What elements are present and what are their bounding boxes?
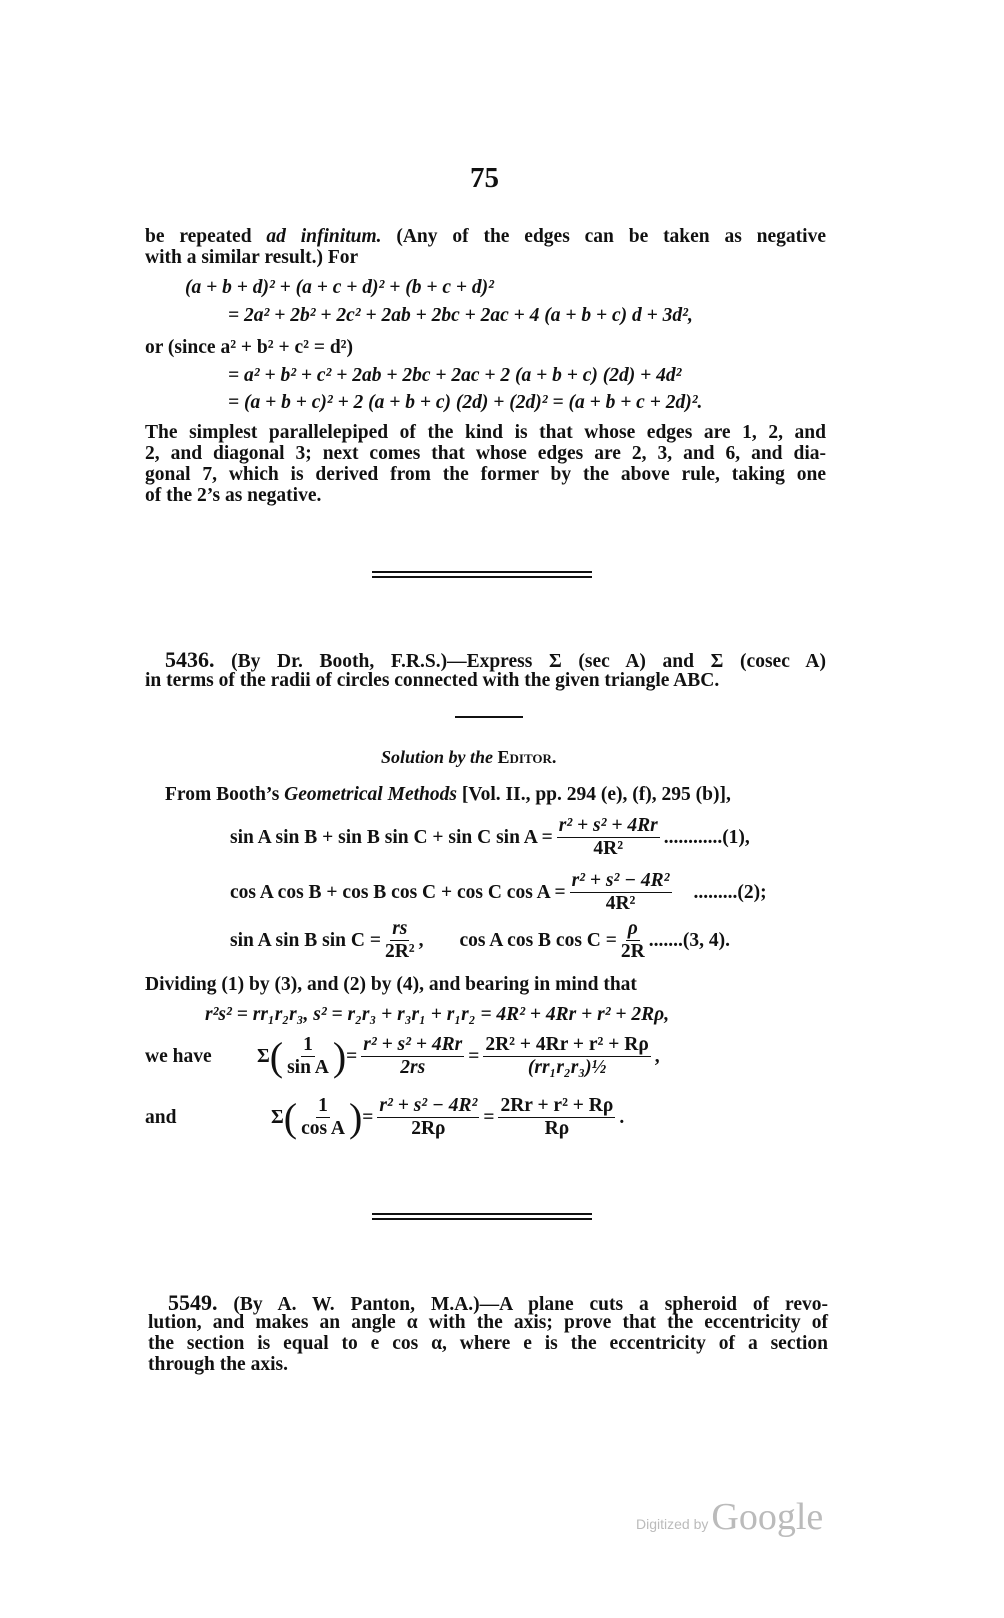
numerator: r² + s² − 4R² [571,870,670,891]
solution-heading [381,746,556,768]
google-logo: Google [711,1496,824,1538]
denominator: 4R² [605,893,636,914]
equals: = [362,1106,374,1128]
lhs: sin A sin B sin C = [230,929,381,951]
period: . [619,1106,625,1128]
equation: r²s² = rr₁r₂r₃, s² = r₂r₃ + r₃r₁ + r₁r₂ = 4R² + 4Rr + r² + 2Rρ, [205,1004,670,1025]
para2-line: The simplest parallelepiped of the kind is that whose edges are 1, 2, and [145,422,826,443]
paren: ( [269,1033,284,1079]
equals: = [483,1106,495,1128]
text: (By Dr. Booth, F.R.S.)—Express Σ (sec A) and Σ (cosec A) [231,651,827,672]
numerator: ρ [627,918,638,939]
and-equation [145,1095,624,1140]
equation-2 [230,870,767,915]
lhs: cos A cos B + cos B cos C + cos C cos A = [230,881,566,903]
from-line [165,784,731,806]
equation-tag: ............(1), [663,826,750,848]
watermark-prefix: Digitized by [636,1516,709,1532]
fraction [621,918,645,963]
question-number: 5436. [165,647,215,672]
question-5549-line: the section is equal to e cos α, where e is the eccentricity of a section [148,1333,828,1354]
page-number: 75 [470,162,499,194]
section-divider [372,571,592,573]
equation: = a² + b² + c² + 2ab + 2bc + 2ac + 2 (a + b + c) (2d) + 4d² [228,365,682,386]
sigma-symbol: Σ [257,1045,270,1067]
lhs: sin A sin B + sin B sin C + sin C sin A = [230,826,553,848]
we-have-equation [145,1034,660,1079]
equation-line [228,305,693,327]
section-divider [372,1213,592,1215]
equation-tag: .......(3, 4). [648,929,730,951]
equals: = [468,1045,480,1067]
comma: , [418,929,424,951]
section-divider [372,576,592,578]
denominator: cos A [301,1118,345,1139]
text: [Vol. II., pp. 294 (e), (f), 295 (b)], [456,784,731,805]
dividing-line: Dividing (1) by (3), and (2) by (4), and bearing in mind that [145,974,637,995]
para2-line: gonal 7, which is derived from the former by the above rule, taking one [145,464,826,485]
equals: = [346,1045,358,1067]
short-divider [455,716,523,718]
fraction [301,1095,345,1140]
equation-line [228,365,681,387]
text: Solution by the [381,747,498,767]
equation-1 [230,815,750,860]
numerator: 2Rr + r² + Rρ [500,1095,614,1116]
italic-text: ad infinitum. [266,226,382,247]
text: (Any of the edges can be taken as negative [381,226,827,247]
fraction [570,870,672,915]
denominator: 2R [620,941,645,962]
denominator: sin A [287,1057,329,1078]
numerator: 1 [318,1095,328,1116]
section-divider [372,1218,592,1220]
para1-line1 [145,226,826,248]
equation: = (a + b + c)² + 2 (a + b + c) (2d) + (2d)² = (a + b + c + 2d)². [228,392,703,413]
numerator: 1 [303,1034,313,1055]
denominator: 2Rρ [411,1118,446,1139]
fraction [557,815,660,860]
paren: ) [332,1033,347,1079]
equation-line [185,277,494,299]
lhs: cos A cos B cos C = [459,929,617,951]
equation-tag: .........(2); [693,881,767,903]
identity-line [205,1004,669,1026]
fraction [361,1034,464,1079]
question-number: 5549. [168,1290,218,1315]
sigma-symbol: Σ [271,1106,284,1128]
book-title: Geometrical Methods [284,784,457,805]
para1-line2: with a similar result.) For [145,247,359,268]
paren: ( [283,1094,298,1140]
fraction [377,1095,479,1140]
denominator: 2R² [384,941,415,962]
editor-name: Editor. [497,747,557,767]
denominator: Rρ [544,1118,570,1139]
denominator: 2rs [400,1057,426,1078]
numerator: r² + s² + 4Rr [363,1034,463,1055]
paren: ) [348,1094,363,1140]
para2-line: of the 2’s as negative. [145,485,322,506]
comma: , [654,1045,660,1067]
text: be repeated [145,226,267,247]
numerator: rs [392,918,408,939]
label: we have [145,1045,212,1067]
para2-line: 2, and diagonal 3; next comes that whose edges are 2, 3, and 6, and dia- [145,443,826,464]
question-5549-line: through the axis. [148,1354,288,1375]
denominator: 4R² [593,838,624,859]
text: (By A. W. Panton, M.A.)—A plane cuts a spheroid of revo- [233,1294,828,1315]
fraction [483,1034,650,1079]
equation: (a + b + d)² + (a + c + d)² + (b + c + d)² [185,277,494,298]
equation-line: or (since a² + b² + c² = d²) [145,337,354,358]
question-5436-line2: in terms of the radii of circles connected with the given triangle ABC. [145,670,720,691]
fraction [498,1095,615,1140]
numerator: r² + s² − 4R² [379,1095,478,1116]
equation-line [228,392,702,414]
question-5549-line: lution, and makes an angle α with the axis; prove that the eccentricity of [148,1312,828,1333]
fraction [385,918,415,963]
label: and [145,1106,177,1128]
fraction [287,1034,329,1079]
text: From Booth’s [165,784,285,805]
digitized-by-google-watermark [636,1495,823,1539]
denominator: (rr₁r₂r₃)½ [527,1057,607,1078]
numerator: 2R² + 4Rr + r² + Rρ [485,1034,649,1055]
equation-3-4 [230,918,730,963]
numerator: r² + s² + 4Rr [558,815,658,836]
equation: = 2a² + 2b² + 2c² + 2ab + 2bc + 2ac + 4 (a + b + c) d + 3d², [228,305,693,326]
